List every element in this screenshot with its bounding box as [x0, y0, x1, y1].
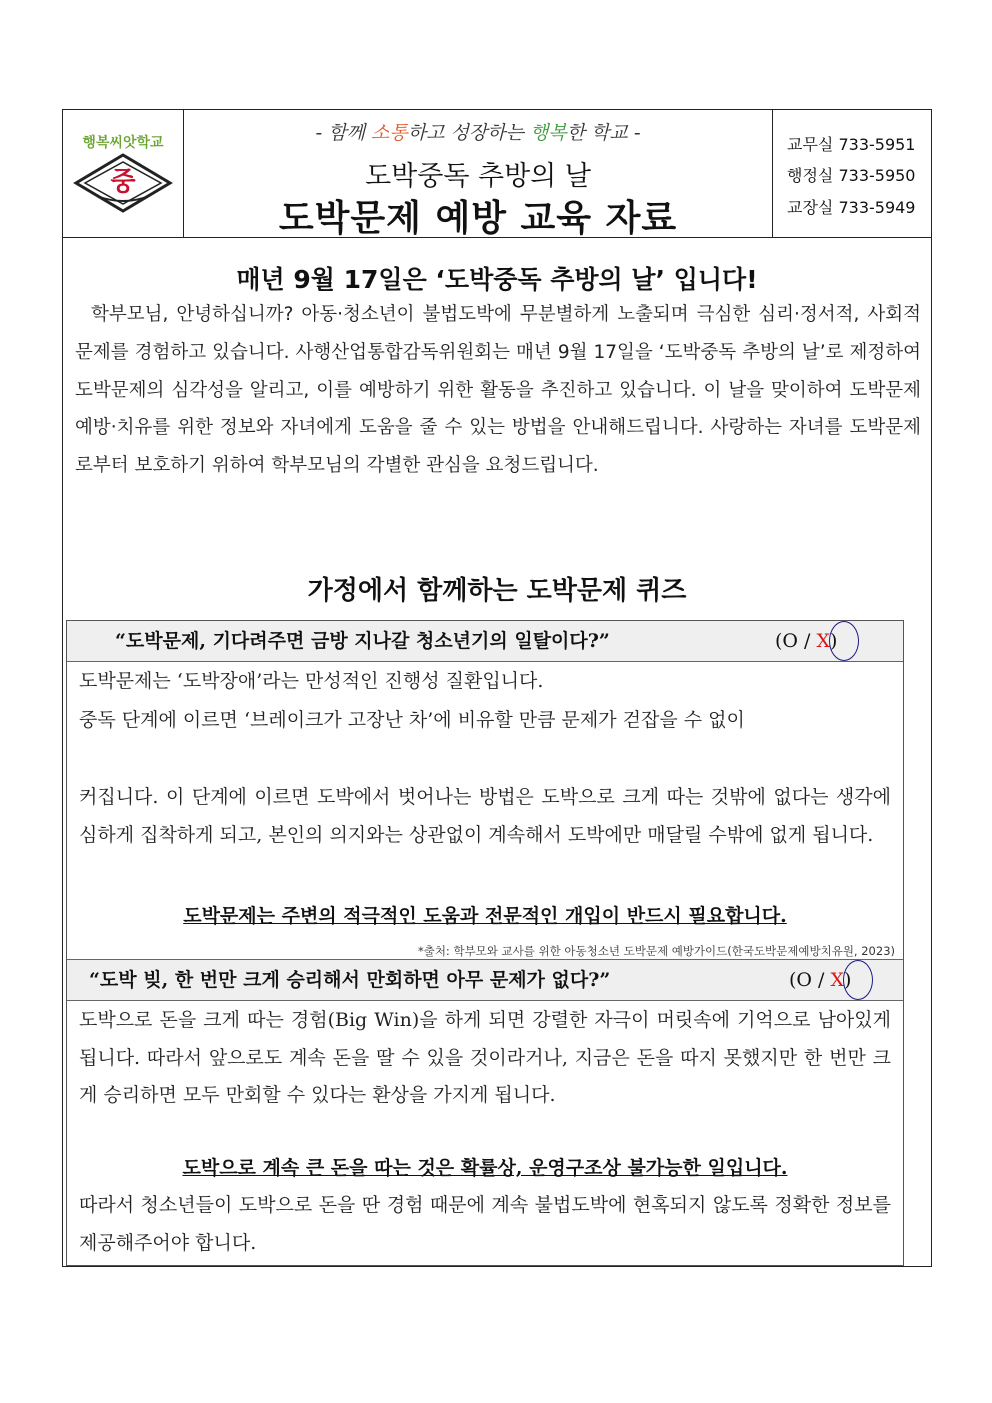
ox-choices: (O / X) — [775, 630, 838, 652]
quiz-1-line-1: 도박문제는 ‘도박장애’라는 만성적인 진행성 질환입니다. — [79, 670, 544, 692]
quiz-title: 가정에서 함께하는 도박문제 퀴즈 — [307, 576, 687, 606]
contact-principal-office: 교장실 733-5949 — [787, 198, 916, 217]
quiz-box — [66, 620, 904, 1266]
subtitle: 도박중독 추방의 날 — [365, 161, 591, 192]
answer-mark: X — [830, 969, 845, 991]
header — [63, 110, 931, 238]
question-text: “도박 빚, 한 번만 크게 승리해서 만회하면 아무 문제가 없다?” — [89, 969, 611, 991]
contact-cell — [773, 110, 931, 237]
question-text: “도박문제, 기다려주면 금방 지나갈 청소년기의 일탈이다?” — [115, 630, 610, 652]
page-title: 도박문제 예방 교육 자료 — [278, 198, 678, 239]
quiz-2-emphasis: 도박으로 계속 큰 돈을 따는 것은 확률상, 운영구조상 불가능한 일입니다. — [182, 1157, 788, 1179]
answer-circle-icon — [829, 621, 859, 661]
contact-admin-office: 행정실 733-5950 — [787, 166, 916, 185]
document-frame — [62, 109, 932, 1267]
logo-char: 중 — [110, 167, 136, 197]
title-cell — [184, 110, 773, 237]
source-note: *출처: 학부모와 교사를 위한 아동청소년 도박문제 예방가이드(한국도박문제예방치유원, 2023) — [417, 944, 895, 958]
quiz-2-paragraph: 도박으로 돈을 크게 따는 경험(Big Win)을 하게 되면 강렬한 자극이 머릿속에 기억으로 남아있게 됩니다. 따라서 앞으로도 계속 돈을 딸 수 있을 것이라거나, 지금은 돈을 따지 못했지만 한 번만 크게 승리하면 모두 만회할 수 있다는 환상을 가지게 됩니다. — [79, 1009, 891, 1107]
quiz-1-emphasis: 도박문제는 주변의 적극적인 도움과 전문적인 개입이 반드시 필요합니다. — [183, 905, 787, 927]
quiz-question-2 — [67, 960, 903, 1001]
slogan: - 함께 소통하고 성장하는 행복한 학교 - — [315, 122, 641, 144]
school-logo-icon — [73, 152, 173, 214]
quiz-1-line-2: 중독 단계에 이르면 ‘브레이크가 고장난 차’에 비유할 만큼 문제가 걷잡을 수 없이 — [79, 709, 745, 731]
quiz-question-1 — [67, 621, 903, 662]
answer-mark: X — [816, 630, 831, 652]
quiz-2-closing: 따라서 청소년들이 도박으로 돈을 딴 경험 때문에 계속 불법도박에 현혹되지 않도록 정확한 정보를 제공해주어야 합니다. — [79, 1194, 891, 1254]
quiz-1-paragraph: 커집니다. 이 단계에 이르면 도박에서 벗어나는 방법은 도박으로 크게 따는 것밖에 없다는 생각에 심하게 집착하게 되고, 본인의 의지와는 상관없이 계속해서 도박에만 매달릴 수밖에 없게 됩니다. — [79, 786, 891, 846]
intro-paragraph: 학부모님, 안녕하십니까? 아동·청소년이 불법도박에 무분별하게 노출되며 극심한 심리·정서적, 사회적 문제를 경험하고 있습니다. 사행산업통합감독위원회는 매년 9월 17일을 ‘도박중독 추방의 날’로 제정하여 도박문제의 심각성을 알리고, 이를 예방하기 위한 활동을 추진하고 있습니다. 이 날을 맞이하여 도박문제 예방·치유를 위한 정보와 자녀에게 도움을 줄 수 있는 방법을 안내해드립니다. 사랑하는 자녀를 도박문제로부터 보호하기 위하여 학부모님의 각별한 관심을 요청드립니다. — [75, 304, 922, 477]
logo-cell — [63, 110, 184, 237]
logo-text: 행복씨앗학교 — [82, 135, 164, 151]
headline: 매년 9월 17일은 ‘도박중독 추방의 날’ 입니다! — [236, 265, 758, 294]
ox-choices: (O / X) — [789, 969, 852, 991]
answer-circle-icon — [843, 960, 873, 1000]
contact-academic-office: 교무실 733-5951 — [787, 135, 916, 154]
